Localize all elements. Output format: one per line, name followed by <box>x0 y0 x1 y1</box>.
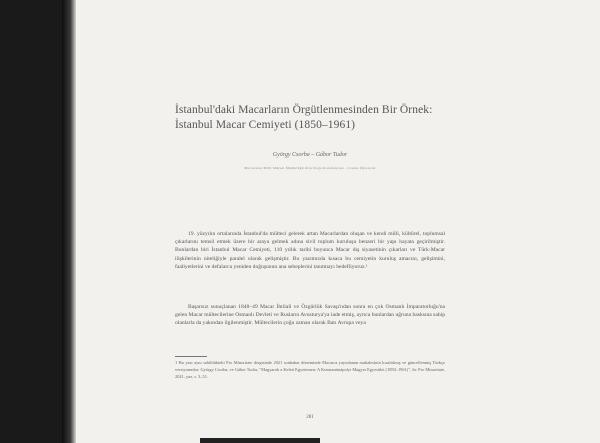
bottom-edge-marker <box>200 438 320 443</box>
author-affiliation: Macaristan Milli Müzesi Müdürlüğü Orta Doğu Koleksiyonu – Lisans Öğrencisi <box>244 166 376 170</box>
article-authors: György Csorba – Gábor Tudor <box>272 152 348 158</box>
paragraph: 19. yüzyılın ortalarında İstanbul'da mülteci gelerek artan Macarlardan oluşan ve kendi milli, kültürel, toplumsal çıkarlarını temsil etmek üzere bir araya gelmek adına sivil toplum kuruluşu benzeri bir yapı hayata geçirilmiştir. Bunlardan biri İstanbul Macar Cemiyeti, 110 yıllık tarihi boyunca Macar dış siyasetinin çıkarları ve Türk-Macar ilişkilerinin niteliğiyle paralel olarak gelişmiştir. Bu yazımızda kısaca bu cemiyetin kuruluş amacını, gelişimini, faaliyetlerini ve defalarca yeniden doğuşunun ana sebeplerini tanıtmayı hedefliyoruz.¹ <box>175 231 445 270</box>
page-number: 281 <box>306 415 314 420</box>
article-title: İstanbul'daki Macarların Örgütlenmesinden Bir Örnek: İstanbul Macar Cemiyeti (1850–1961) <box>175 104 433 131</box>
book-spine <box>62 0 76 443</box>
footnote: 1 Bu yazı aynı sahiblükteki Pro Minoritate dergisinde 2021 sonbahar döneminde Macarca yayınlanan makalesinin kısaltılmış ve güncellenmiş Türkçe versiyonudur: György Csorba, ve Gábor Tudor, "Magyarok a Keleti Egyetemen: A Konstantinápolyi Magyar Egyesület (1850–1961)", In: Pro Minoritate, 2021, yaz, s. 3–51. <box>175 360 446 379</box>
footnote-divider <box>175 356 207 357</box>
paragraph: Başarısız sonuçlanan 1848–49 Macar İhtilali ve Özgürlük Savaşı'ndan sonra en çok Osmanlı İmparatorluğu'na gelen Macar mültecilerine Osmanlı Devleti ve Rusların Avusturya'ya iade etmiş, ayrıca bunlardan uğruna basksına sahip olanlarla da yakından ilgilenmiştir. Mültecilerin çoğu zaman olarak Batı Avrupa veya <box>175 304 445 327</box>
